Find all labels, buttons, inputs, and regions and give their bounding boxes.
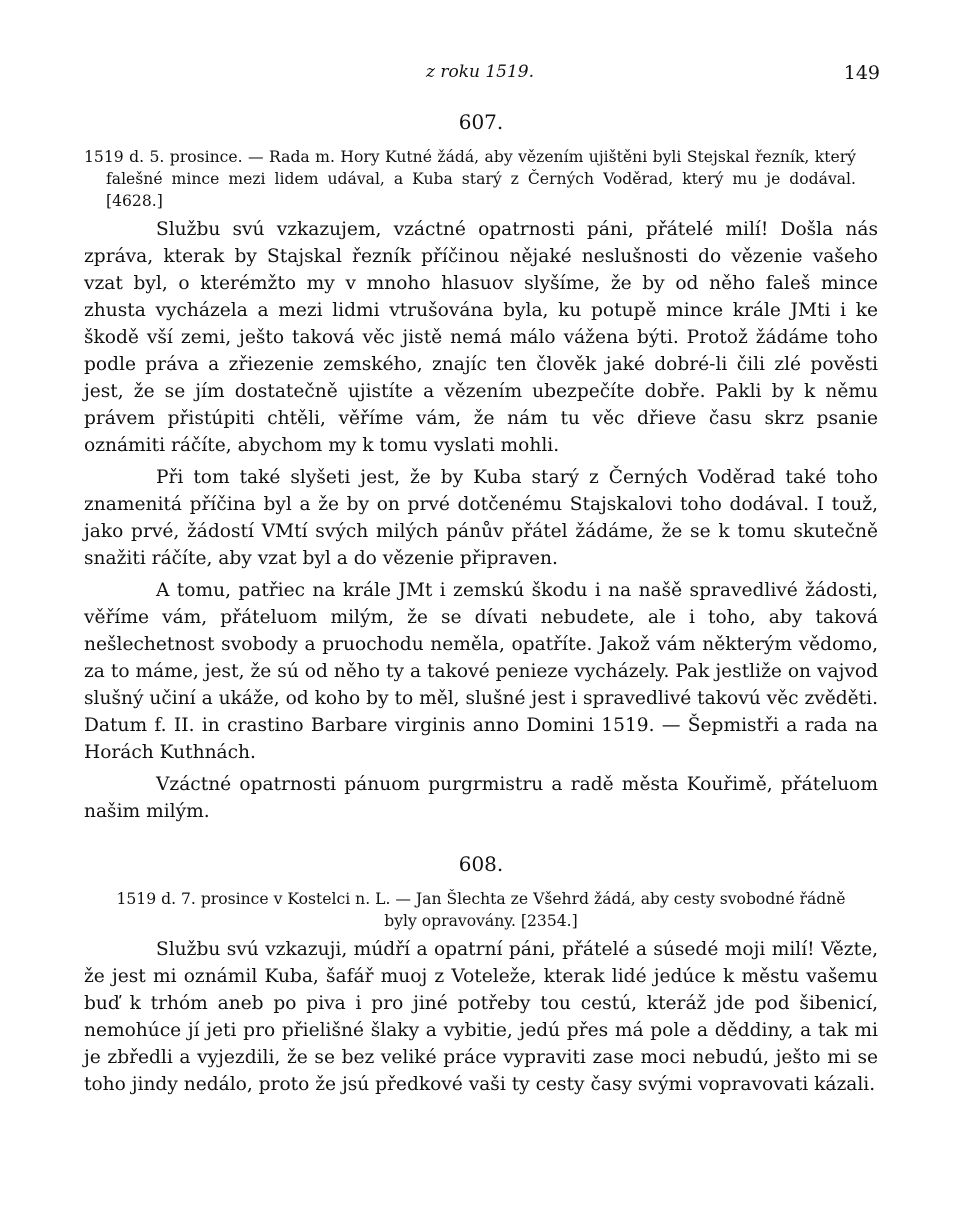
document-608 — [84, 852, 878, 1098]
regest: 1519 d. 5. prosince. — Rada m. Hory Kutné žádá, aby vězením ujištěni byli Stejskal řezník, který falešné mince mezi lidem udával, a Kuba starý z Černých Voděrad, který mu je dodával. [4628.] — [84, 148, 856, 210]
document-number: 607. — [458, 110, 504, 134]
letter-paragraph: Službu svú vzkazujem, vzáctné opatrnosti páni, přátelé milí! Došla nás zpráva, kterak by Stajskal řezník příčinou nějaké neslušnosti do vězenie vašeho vzat byl, o kterémžto my v mnoho hlasuov slyšíme, že by od něho faleš mince zhusta vycházela a mezi lidmi vtrušována byla, ku potupě mince krále JMti i ke škodě vší zemi, ješto taková věc jistě nemá málo vážena býti. Protož žádáme toho podle práva a zřiezenie zemského, znajíc ten člověk jaké dobré-li čili zlé pověsti jest, že se jím dostatečně ujistíte a vězením ubezpečíte dobře. Pakli by k němu právem přistúpiti chtěli, věříme vám, že nám tu věc dřieve času skrz psanie oznámiti ráčíte, abychom my k tomu vyslati mohli. — [84, 219, 878, 456]
section-gap — [84, 830, 878, 852]
letter-paragraph: Při tom také slyšeti jest, že by Kuba starý z Černých Voděrad také toho znamenitá příčina byl a že by on prvé dotčenému Stajskalovi toho dodával. I touž, jako prvé, žádostí VMtí svých milých pánův přátel žádáme, že se k tomu skutečně snažiti ráčíte, aby vzat byl a do vězenie připraven. — [84, 467, 878, 569]
page-number: 149 — [843, 62, 880, 84]
regest: 1519 d. 7. prosince v Kostelci n. L. — Jan Šlechta ze Všehrd žádá, aby cesty svobodné řádně byly opravovány. [2354.] — [116, 890, 846, 930]
letter-paragraph: A tomu, patřiec na krále JMt i zemskú škodu i na našě spravedlivé žádosti, věříme vám, přáteluom milým, že se dívati nebudete, ale i toho, aby taková nešlechetnost svobody a pruochodu neměla, opatříte. Jakož vám některým vědomo, za to máme, jest, že sú od něho ty a takové penieze vycházely. Pak jestliže on vajvod slušný učiní a ukáže, od koho by to měl, slušné jest i spravedlivé takovú věc zvěděti. Datum f. II. in crastino Barbare virginis anno Domini 1519. — Šepmistři a rada na Horách Kuthnách. — [84, 580, 878, 763]
letter-paragraph: Službu svú vzkazuji, múdří a opatrní páni, přátelé a súsedé moji milí! Vězte, že jest mi oznámil Kuba, šafář muoj z Voteleže, kterak lidé jedúce k městu vašemu buď k trhóm aneb po piva i pro jiné potřeby tou cestú, kteráž jde pod šibenicí, nemohúce jí jeti pro přielišné šlaky a vybitie, jedú přes má pole a děddiny, a tak mi je zbředli a vyjezdili, že se bez veliké práce vypraviti zase moci nebudú, ješto mi se toho jindy nedálo, proto že jsú předkové vaši ty cesty časy svými vopravovati kázali. — [84, 939, 878, 1095]
page-content — [84, 110, 878, 1103]
letter-address: Vzáctné opatrnosti pánuom purgrmistru a radě města Kouřimě, přáteluom našim milým. — [84, 774, 878, 822]
document-number: 608. — [458, 852, 504, 876]
document-607 — [84, 110, 878, 825]
running-title: z roku 1519. — [425, 62, 535, 82]
